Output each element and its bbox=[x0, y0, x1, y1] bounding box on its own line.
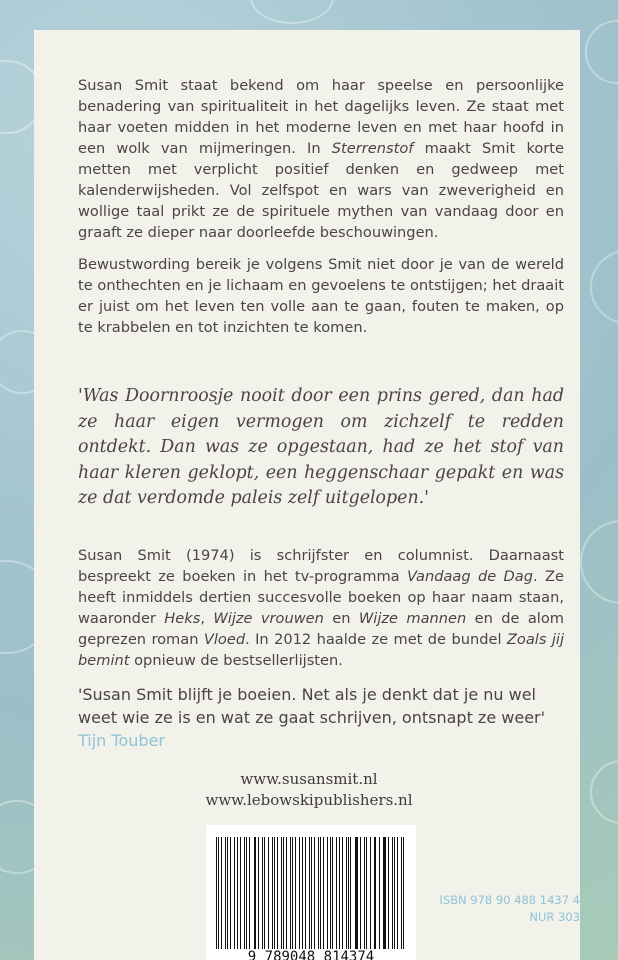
barcode-bar bbox=[272, 837, 273, 949]
website-author[interactable]: www.susansmit.nl bbox=[240, 770, 378, 788]
barcode-bar bbox=[246, 837, 247, 949]
italic-title: Vandaag de Dag bbox=[406, 568, 534, 585]
text-segment: , bbox=[200, 610, 214, 627]
book-quote: 'Was Doornroosje nooit door een prins gered, dan had ze haar eigen vermogen om zichzelf te redden ontdekt. Dan was ze opgestaan, had ze het stof van haar kleren geklopt, een heggenschaar gepakt en was ze dat verdomde paleis zelf uitgelopen.' bbox=[78, 386, 564, 508]
barcode-bar bbox=[264, 837, 265, 949]
text-segment: Susan Smit staat bekend om haar speelse en persoonlijke benadering van spiritualiteit in het dagelijks leven. Ze staat met haar voeten midden in het moderne leven en met haar hoofd in een wolk van mijmeringen. In bbox=[78, 77, 564, 157]
barcode-bar bbox=[364, 837, 365, 949]
barcode-bar bbox=[336, 837, 337, 949]
barcode-bar bbox=[234, 837, 235, 949]
barcode-bar bbox=[262, 837, 263, 949]
italic-title: Zoals jij bemint bbox=[78, 631, 564, 669]
italic-title: Wijze mannen bbox=[358, 610, 467, 627]
barcode-bar bbox=[227, 837, 228, 949]
review-author: Tijn Touber bbox=[78, 731, 165, 750]
text-segment: . In 2012 haalde ze met de bundel bbox=[245, 631, 507, 648]
text-segment: maakt Smit korte metten met verplicht positief denken en gedweep met kalenderwijsheden. Vol zelfspot en wars van zweverigheid en wollige taal prikt ze de spirituele mythen van vandaag door en graaft ze dieper naar doorleefde beschouwingen. bbox=[78, 140, 565, 241]
barcode-bar bbox=[237, 837, 238, 949]
barcode-bar bbox=[290, 837, 291, 949]
text-segment: . Ze heeft inmiddels dertien succesvolle boeken op haar naam staan, waaronder bbox=[78, 568, 564, 627]
barcode-bar bbox=[218, 837, 219, 949]
text-segment: opnieuw de bestsellerlijsten. bbox=[129, 652, 343, 669]
blurb-paragraph-1 bbox=[78, 75, 564, 243]
italic-title: Sterrenstof bbox=[331, 140, 414, 157]
text-segment: en bbox=[323, 610, 359, 627]
italic-title: Heks bbox=[164, 610, 201, 627]
barcode-bar bbox=[281, 837, 282, 949]
barcode-bar bbox=[350, 837, 351, 949]
barcode-bar bbox=[302, 837, 303, 949]
barcode-bar bbox=[375, 837, 376, 949]
italic-title: Wijze vrouwen bbox=[213, 610, 324, 627]
nur-code: NUR 303 bbox=[529, 910, 580, 924]
barcode-number: 9 789048 814374 bbox=[206, 950, 416, 960]
text-segment: en de alom geprezen roman bbox=[78, 610, 565, 648]
barcode-label bbox=[206, 825, 416, 960]
barcode-bar bbox=[311, 837, 312, 949]
isbn-number: ISBN 978 90 488 1437 4 bbox=[439, 893, 580, 907]
barcode-bar bbox=[249, 837, 250, 949]
review-text: 'Susan Smit blijft je boeien. Net als je denkt dat je nu wel weet wie ze is en wat ze gaat schrijven, ontsnapt ze weer' bbox=[78, 685, 546, 727]
barcode bbox=[216, 837, 406, 949]
barcode-bar bbox=[339, 837, 340, 949]
italic-title: Vloed bbox=[203, 631, 246, 648]
barcode-bar bbox=[384, 837, 385, 949]
barcode-bar bbox=[366, 837, 367, 949]
review-quote bbox=[78, 683, 564, 752]
barcode-bar bbox=[299, 837, 300, 949]
website-publisher[interactable]: www.lebowskipublishers.nl bbox=[205, 791, 413, 809]
blurb-paragraph-2: Bewustwording bereik je volgens Smit niet door je van de wereld te onthechten en je lichaam en gevoelens te ontstijgen; het draait er juist om het leven ten volle aan te gaan, fouten te maken, op te krabbelen en tot inzichten te komen. bbox=[78, 256, 564, 336]
barcode-bar bbox=[327, 837, 328, 949]
barcode-bar bbox=[394, 837, 395, 949]
text-segment: Susan Smit (1974) is schrijfster en columnist. Daarnaast bespreekt ze boeken in het tv-programma bbox=[78, 547, 564, 585]
barcode-bar bbox=[356, 837, 357, 949]
barcode-bar bbox=[318, 837, 319, 949]
author-bio bbox=[78, 545, 564, 671]
barcode-bar bbox=[401, 837, 402, 949]
